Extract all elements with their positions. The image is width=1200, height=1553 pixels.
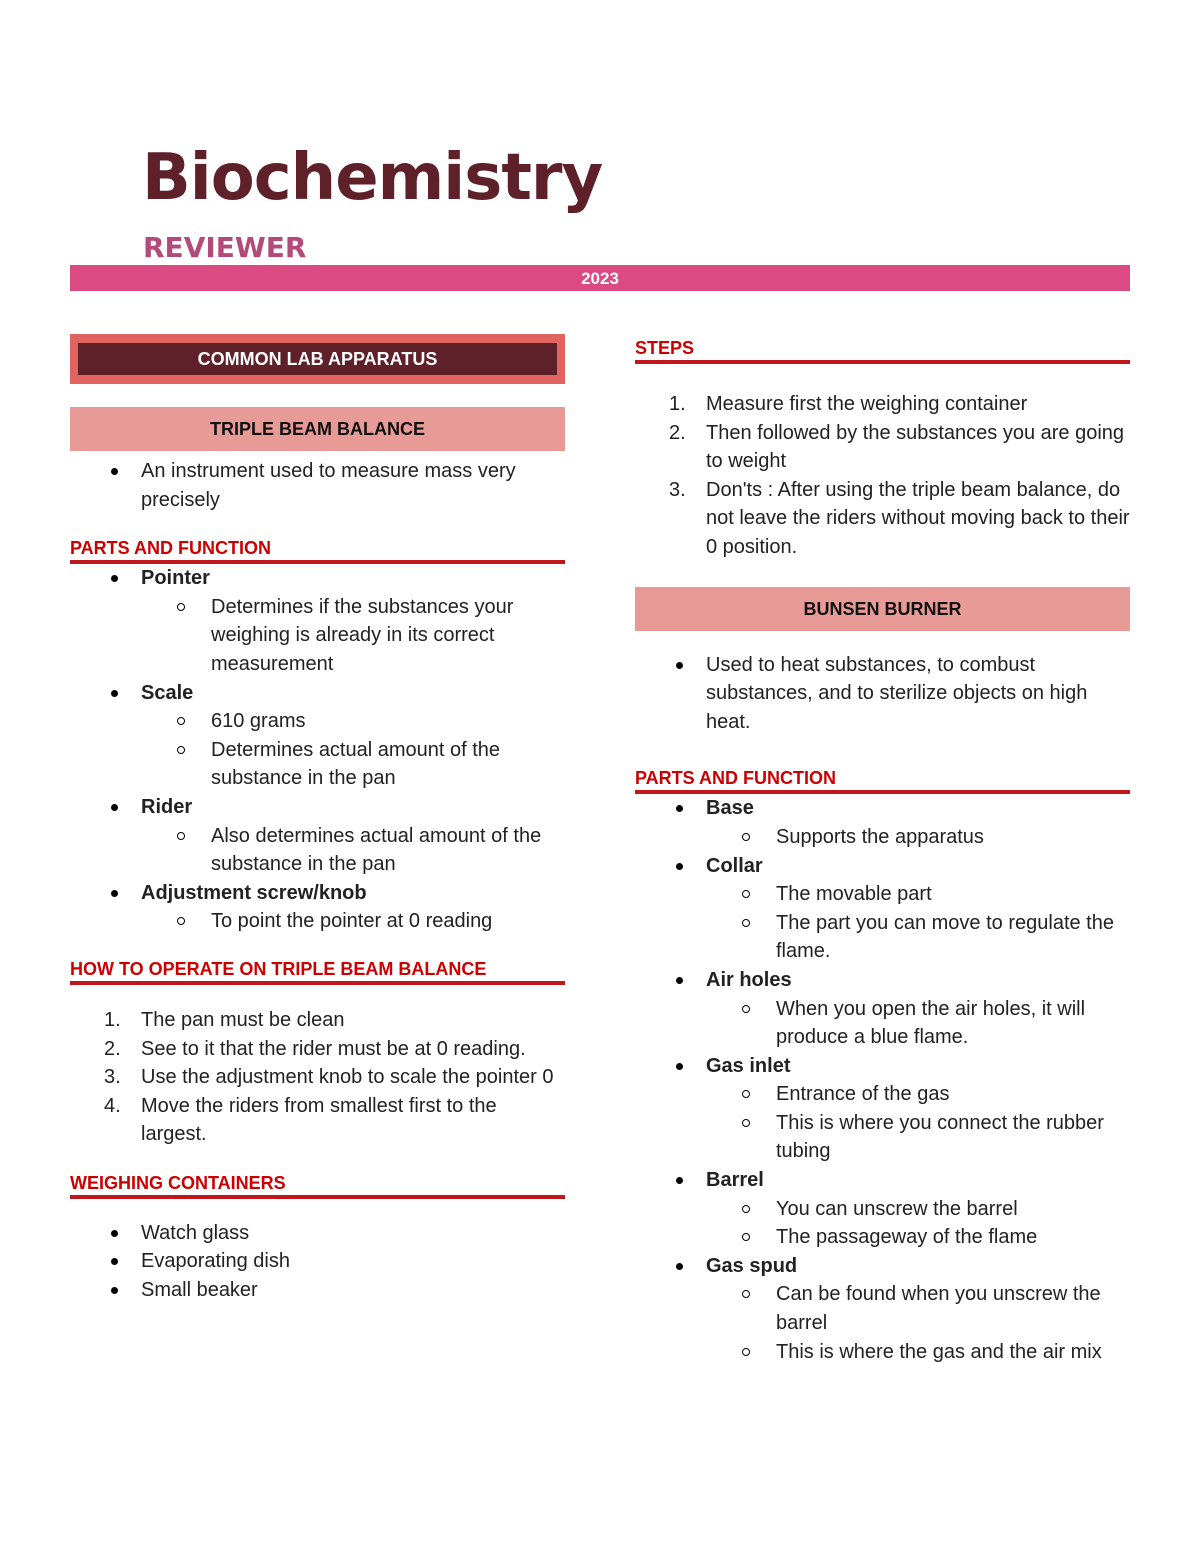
triple-beam-balance-band: TRIPLE BEAM BALANCE xyxy=(70,407,565,451)
part-item xyxy=(635,852,1130,966)
part-function: To point the pointer at 0 reading xyxy=(70,907,565,936)
part-item xyxy=(70,793,565,879)
item-text: Use the adjustment knob to scale the pointer 0 xyxy=(141,1066,554,1089)
tbb-description-list xyxy=(70,457,565,514)
numbered-item xyxy=(70,1092,565,1149)
list-item: An instrument used to measure mass very precisely xyxy=(70,457,565,514)
numbered-item xyxy=(70,1063,565,1092)
list-item: Watch glass xyxy=(70,1219,565,1248)
part-function: Can be found when you unscrew the barrel xyxy=(635,1280,1130,1337)
part-function-list xyxy=(635,823,1130,852)
operate-heading: HOW TO OPERATE ON TRIPLE BEAM BALANCE xyxy=(70,960,565,985)
part-function-list xyxy=(70,707,565,793)
part-name: Scale xyxy=(141,681,194,704)
part-function: 610 grams xyxy=(70,707,565,736)
item-number: 3. xyxy=(104,1066,121,1089)
bunsen-parts-list xyxy=(635,794,1130,1366)
item-number: 2. xyxy=(104,1037,121,1060)
part-item xyxy=(635,1166,1130,1252)
page-title: Biochemistry xyxy=(142,141,603,215)
part-function: The movable part xyxy=(635,880,1130,909)
item-text: Move the riders from smallest first to the largest. xyxy=(141,1094,497,1146)
part-function: This is where you connect the rubber tubing xyxy=(635,1109,1130,1166)
item-number: 3. xyxy=(669,478,686,501)
operate-steps-list xyxy=(70,1006,565,1149)
item-text: Then followed by the substances you are going to weight xyxy=(706,421,1125,473)
numbered-item xyxy=(635,419,1130,476)
part-name: Base xyxy=(706,797,754,820)
part-function-list xyxy=(635,1080,1130,1166)
part-function-list xyxy=(635,1280,1130,1366)
part-name: Gas inlet xyxy=(706,1054,791,1077)
part-function-list xyxy=(635,995,1130,1052)
part-function: Entrance of the gas xyxy=(635,1080,1130,1109)
item-text: The pan must be clean xyxy=(141,1008,345,1031)
year-banner: 2023 xyxy=(70,265,1130,291)
bunsen-parts-heading: PARTS AND FUNCTION xyxy=(635,769,1130,794)
part-item xyxy=(635,966,1130,1052)
part-function: The part you can move to regulate the flame. xyxy=(635,909,1130,966)
part-name: Rider xyxy=(141,795,193,818)
part-name: Adjustment screw/knob xyxy=(141,881,367,904)
part-name: Collar xyxy=(706,854,763,877)
weighing-containers-list xyxy=(70,1219,565,1305)
item-number: 1. xyxy=(669,393,686,415)
weighing-containers-heading: WEIGHING CONTAINERS xyxy=(70,1174,565,1199)
part-function-list xyxy=(70,593,565,679)
page-subtitle: REVIEWER xyxy=(143,231,307,264)
part-function: When you open the air holes, it will produce a blue flame. xyxy=(635,995,1130,1052)
tbb-parts-list xyxy=(70,564,565,936)
list-item: Small beaker xyxy=(70,1276,565,1305)
part-item xyxy=(635,1052,1130,1166)
part-item xyxy=(70,879,565,936)
numbered-item xyxy=(635,390,1130,419)
list-item: Evaporating dish xyxy=(70,1247,565,1276)
part-function: This is where the gas and the air mix xyxy=(635,1338,1130,1367)
numbered-item xyxy=(635,476,1130,562)
part-function-list xyxy=(70,822,565,879)
part-function: Also determines actual amount of the substance in the pan xyxy=(70,822,565,879)
part-item xyxy=(70,564,565,678)
item-number: 1. xyxy=(104,1008,121,1031)
right-column xyxy=(635,334,1130,1366)
part-name: Barrel xyxy=(706,1169,764,1192)
part-function-list xyxy=(635,880,1130,966)
bunsen-description-list xyxy=(635,651,1130,737)
item-number: 2. xyxy=(669,421,686,444)
part-item xyxy=(635,794,1130,851)
list-item: Used to heat substances, to combust substances, and to sterilize objects on high heat. xyxy=(635,651,1130,737)
part-function: The passageway of the flame xyxy=(635,1223,1130,1252)
part-function: Determines if the substances your weighing is already in its correct measurement xyxy=(70,593,565,679)
numbered-item xyxy=(70,1035,565,1064)
part-function-list xyxy=(70,907,565,936)
numbered-item xyxy=(70,1006,565,1035)
part-name: Gas spud xyxy=(706,1254,798,1277)
item-text: Measure first the weighing container xyxy=(706,393,1028,415)
left-column xyxy=(70,334,565,1305)
steps-heading: STEPS xyxy=(635,339,1130,364)
part-function: Supports the apparatus xyxy=(635,823,1130,852)
item-number: 4. xyxy=(104,1094,121,1117)
part-function-list xyxy=(635,1195,1130,1252)
part-item xyxy=(635,1252,1130,1366)
part-name: Pointer xyxy=(141,567,210,590)
tbb-parts-heading: PARTS AND FUNCTION xyxy=(70,539,565,564)
part-item xyxy=(70,679,565,793)
part-function: Determines actual amount of the substance in the pan xyxy=(70,736,565,793)
apparatus-title-box xyxy=(70,334,565,384)
apparatus-title: COMMON LAB APPARATUS xyxy=(78,343,557,375)
item-text: See to it that the rider must be at 0 reading. xyxy=(141,1037,526,1060)
steps-list xyxy=(635,390,1130,562)
part-function: You can unscrew the barrel xyxy=(635,1195,1130,1224)
bunsen-burner-band: BUNSEN BURNER xyxy=(635,587,1130,631)
item-text: Don'ts : After using the triple beam balance, do not leave the riders without moving back to their 0 position. xyxy=(706,478,1130,558)
part-name: Air holes xyxy=(706,968,792,991)
